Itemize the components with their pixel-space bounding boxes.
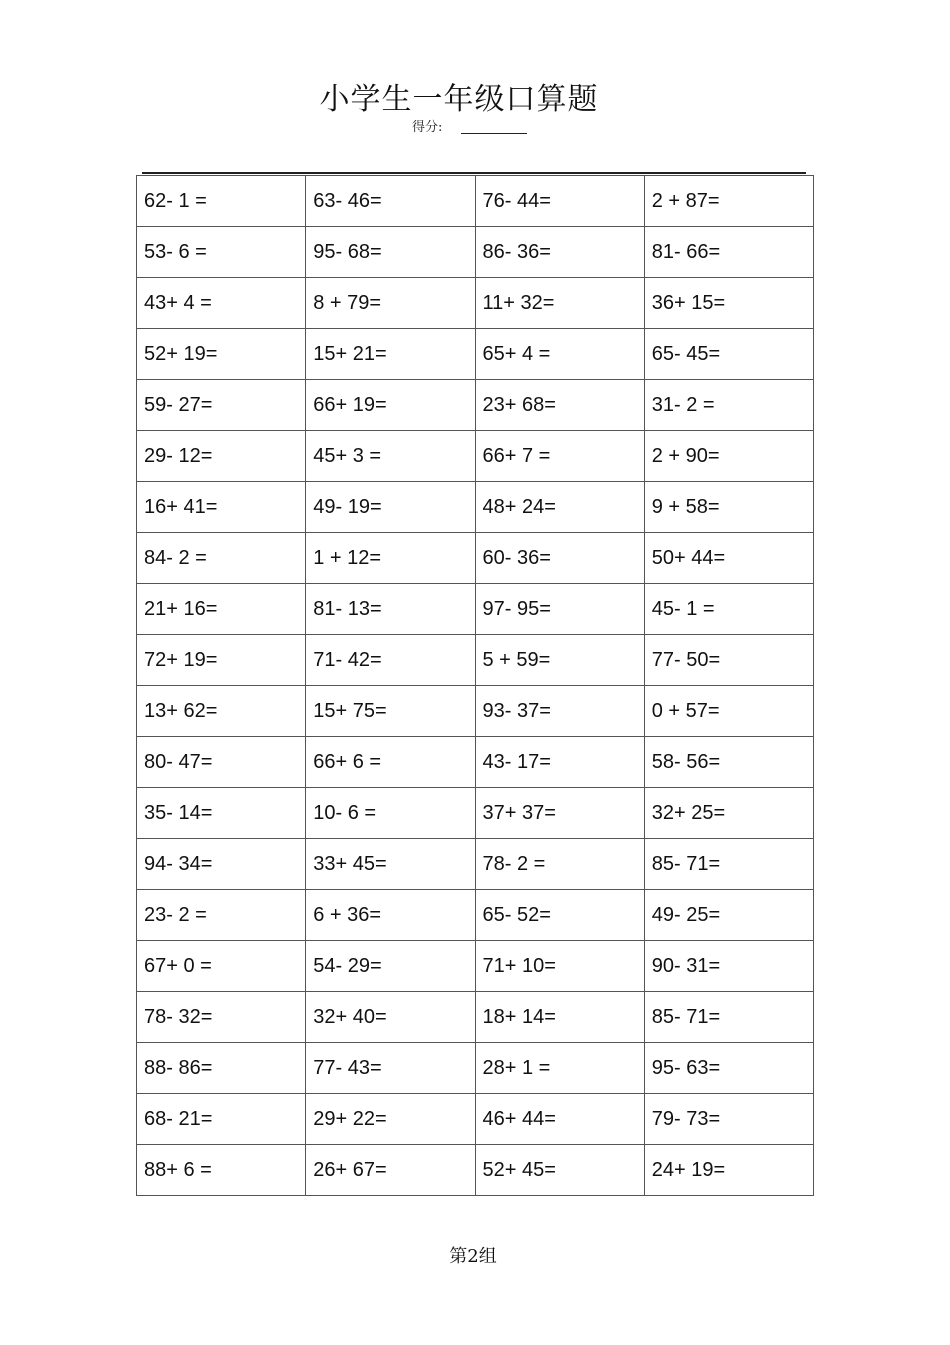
problem-cell: 81- 66= <box>644 227 813 278</box>
problem-cell: 10- 6 = <box>306 788 475 839</box>
problem-cell: 29+ 22= <box>306 1094 475 1145</box>
problem-row <box>137 635 814 686</box>
problem-cell: 13+ 62= <box>137 686 306 737</box>
group-label: 第2组 <box>449 1246 497 1267</box>
problem-cell: 77- 50= <box>644 635 813 686</box>
problem-cell: 66+ 6 = <box>306 737 475 788</box>
problem-cell: 16+ 41= <box>137 482 306 533</box>
page-title: 小学生一年级口算题 <box>319 82 599 117</box>
problem-cell: 86- 36= <box>475 227 644 278</box>
problem-cell: 48+ 24= <box>475 482 644 533</box>
problem-cell: 18+ 14= <box>475 992 644 1043</box>
problem-row <box>137 584 814 635</box>
problem-cell: 78- 32= <box>137 992 306 1043</box>
problem-cell: 93- 37= <box>475 686 644 737</box>
problem-cell: 81- 13= <box>306 584 475 635</box>
problem-cell: 72+ 19= <box>137 635 306 686</box>
problem-cell: 88- 86= <box>137 1043 306 1094</box>
problem-cell: 52+ 19= <box>137 329 306 380</box>
problem-cell: 9 + 58= <box>644 482 813 533</box>
problem-grid <box>136 175 814 1196</box>
problem-cell: 71+ 10= <box>475 941 644 992</box>
problem-cell: 49- 25= <box>644 890 813 941</box>
problem-cell: 11+ 32= <box>475 278 644 329</box>
problem-cell: 76- 44= <box>475 176 644 227</box>
problem-cell: 45+ 3 = <box>306 431 475 482</box>
problem-cell: 32+ 40= <box>306 992 475 1043</box>
problem-cell: 43+ 4 = <box>137 278 306 329</box>
problem-cell: 65- 45= <box>644 329 813 380</box>
problem-cell: 45- 1 = <box>644 584 813 635</box>
top-rule <box>142 172 806 174</box>
problem-cell: 60- 36= <box>475 533 644 584</box>
problem-cell: 2 + 90= <box>644 431 813 482</box>
problem-cell: 46+ 44= <box>475 1094 644 1145</box>
problem-cell: 63- 46= <box>306 176 475 227</box>
problem-row <box>137 176 814 227</box>
problem-row <box>137 1094 814 1145</box>
problem-cell: 65+ 4 = <box>475 329 644 380</box>
problem-cell: 71- 42= <box>306 635 475 686</box>
problem-cell: 67+ 0 = <box>137 941 306 992</box>
problem-cell: 29- 12= <box>137 431 306 482</box>
problem-cell: 21+ 16= <box>137 584 306 635</box>
problem-row <box>137 431 814 482</box>
problem-cell: 84- 2 = <box>137 533 306 584</box>
problem-cell: 85- 71= <box>644 992 813 1043</box>
problem-row <box>137 839 814 890</box>
problem-cell: 53- 6 = <box>137 227 306 278</box>
problem-cell: 37+ 37= <box>475 788 644 839</box>
problem-row <box>137 686 814 737</box>
problem-cell: 23+ 68= <box>475 380 644 431</box>
problem-row <box>137 737 814 788</box>
problem-cell: 78- 2 = <box>475 839 644 890</box>
problem-cell: 5 + 59= <box>475 635 644 686</box>
problem-row <box>137 941 814 992</box>
problem-row <box>137 1043 814 1094</box>
problem-cell: 6 + 36= <box>306 890 475 941</box>
problem-cell: 85- 71= <box>644 839 813 890</box>
problem-cell: 52+ 45= <box>475 1145 644 1196</box>
problem-cell: 1 + 12= <box>306 533 475 584</box>
problem-row <box>137 992 814 1043</box>
problem-cell: 0 + 57= <box>644 686 813 737</box>
problem-cell: 79- 73= <box>644 1094 813 1145</box>
problem-grid-body <box>137 176 814 1196</box>
problem-row <box>137 278 814 329</box>
problem-cell: 36+ 15= <box>644 278 813 329</box>
problem-cell: 35- 14= <box>137 788 306 839</box>
problem-cell: 66+ 19= <box>306 380 475 431</box>
problem-cell: 88+ 6 = <box>137 1145 306 1196</box>
problem-row <box>137 890 814 941</box>
score-blank-line <box>461 133 527 134</box>
problem-cell: 80- 47= <box>137 737 306 788</box>
problem-cell: 59- 27= <box>137 380 306 431</box>
problem-cell: 65- 52= <box>475 890 644 941</box>
problem-cell: 58- 56= <box>644 737 813 788</box>
problem-cell: 15+ 75= <box>306 686 475 737</box>
problem-row <box>137 1145 814 1196</box>
problem-cell: 77- 43= <box>306 1043 475 1094</box>
problem-cell: 32+ 25= <box>644 788 813 839</box>
problem-row <box>137 788 814 839</box>
problem-row <box>137 482 814 533</box>
score-label: 得分: <box>412 120 443 135</box>
problem-cell: 26+ 67= <box>306 1145 475 1196</box>
problem-cell: 90- 31= <box>644 941 813 992</box>
problem-cell: 94- 34= <box>137 839 306 890</box>
problem-cell: 28+ 1 = <box>475 1043 644 1094</box>
problem-cell: 33+ 45= <box>306 839 475 890</box>
problem-cell: 24+ 19= <box>644 1145 813 1196</box>
problem-row <box>137 533 814 584</box>
problem-cell: 62- 1 = <box>137 176 306 227</box>
problem-row <box>137 329 814 380</box>
problem-cell: 68- 21= <box>137 1094 306 1145</box>
problem-cell: 49- 19= <box>306 482 475 533</box>
problem-cell: 95- 68= <box>306 227 475 278</box>
problem-cell: 97- 95= <box>475 584 644 635</box>
problem-cell: 54- 29= <box>306 941 475 992</box>
problem-cell: 50+ 44= <box>644 533 813 584</box>
problem-cell: 23- 2 = <box>137 890 306 941</box>
problem-cell: 15+ 21= <box>306 329 475 380</box>
problem-cell: 31- 2 = <box>644 380 813 431</box>
problem-cell: 8 + 79= <box>306 278 475 329</box>
problem-cell: 95- 63= <box>644 1043 813 1094</box>
problem-cell: 2 + 87= <box>644 176 813 227</box>
problem-row <box>137 227 814 278</box>
problem-row <box>137 380 814 431</box>
problem-cell: 66+ 7 = <box>475 431 644 482</box>
problem-cell: 43- 17= <box>475 737 644 788</box>
